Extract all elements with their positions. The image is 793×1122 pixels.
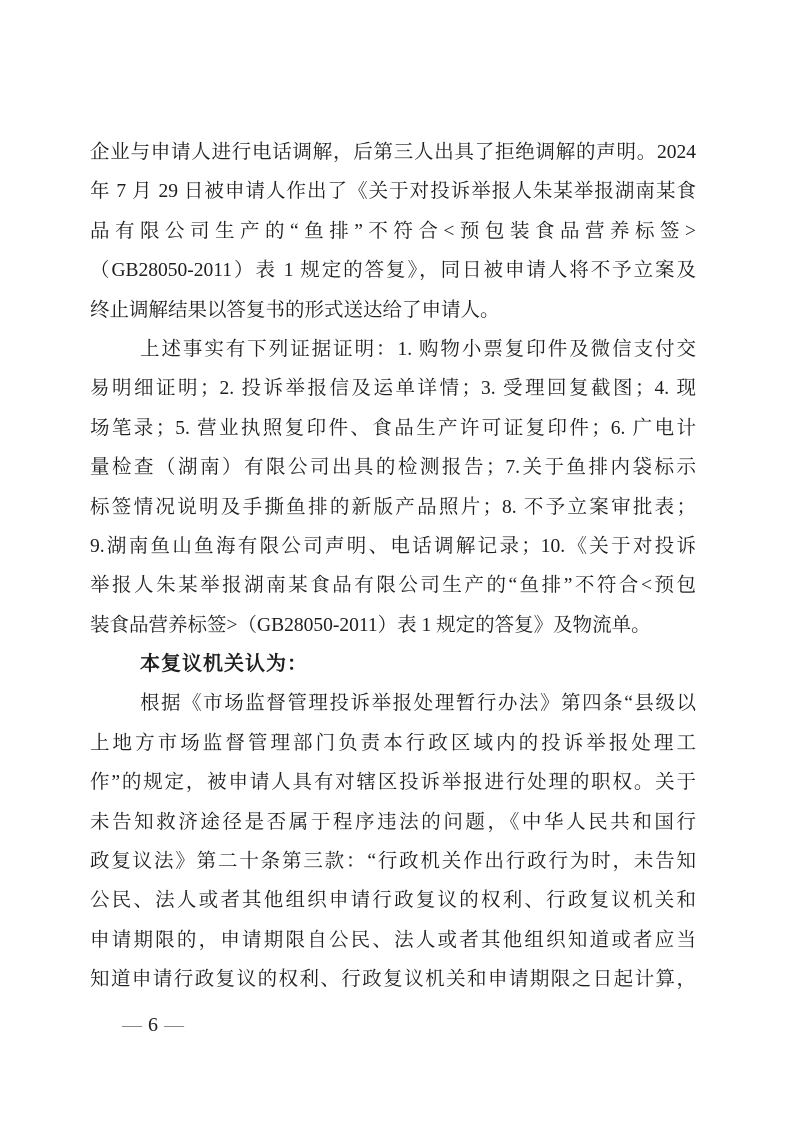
page-number-dash-left: — xyxy=(122,1014,142,1036)
text-line: 政复议法》第二十条第三款：“行政机关作出行政行为时，未告知 xyxy=(90,851,696,873)
text-line: 公民、法人或者其他组织申请行政复议的权利、行政复议机关和 xyxy=(90,890,696,912)
text-line: 品有限公司生产的“鱼排”不符合<预包装食品营养标签> xyxy=(90,220,696,242)
text-line: 根据《市场监督管理投诉举报处理暂行办法》第四条“县级以 xyxy=(140,693,696,715)
page-number-value: 6 xyxy=(148,1014,158,1036)
text-line: 终止调解结果以答复书的形式送达给了申请人。 xyxy=(90,299,500,321)
text-line: 年 7 月 29 日被申请人作出了《关于对投诉举报人朱某举报湖南某食 xyxy=(90,181,696,203)
text-line: （GB28050-2011）表 1 规定的答复》，同日被申请人将不予立案及 xyxy=(90,260,696,282)
text-line: 未告知救济途径是否属于程序违法的问题，《中华人民共和国行 xyxy=(90,811,696,833)
text-line: 上述事实有下列证据证明：1. 购物小票复印件及微信支付交 xyxy=(140,338,696,360)
page-number xyxy=(122,1010,184,1040)
section-heading: 本复议机关认为： xyxy=(140,653,308,676)
text-line: 9.湖南鱼山鱼海有限公司声明、电话调解记录；10.《关于对投诉 xyxy=(90,535,696,557)
text-line: 作”的规定，被申请人具有对辖区投诉举报进行处理的职权。关于 xyxy=(90,772,696,794)
text-line: 装食品营养标签>（GB28050-2011）表 1 规定的答复》及物流单。 xyxy=(90,614,651,636)
text-line: 易明细证明；2. 投诉举报信及运单详情；3. 受理回复截图；4. 现 xyxy=(90,378,696,400)
text-line: 知道申请行政复议的权利、行政复议机关和申请期限之日起计算， xyxy=(90,969,696,991)
text-line: 举报人朱某举报湖南某食品有限公司生产的“鱼排”不符合<预包 xyxy=(90,575,696,597)
text-line: 量检查（湖南）有限公司出具的检测报告；7.关于鱼排内袋标示 xyxy=(90,457,696,479)
text-line: 上地方市场监督管理部门负责本行政区域内的投诉举报处理工 xyxy=(90,732,696,754)
text-line: 企业与申请人进行电话调解，后第三人出具了拒绝调解的声明。2024 xyxy=(90,142,696,163)
text-line: 场笔录；5. 营业执照复印件、食品生产许可证复印件；6. 广电计 xyxy=(90,417,696,439)
text-line: 标签情况说明及手撕鱼排的新版产品照片；8. 不予立案审批表； xyxy=(90,496,696,518)
page-number-dash-right: — xyxy=(164,1014,184,1036)
text-line: 申请期限的，申请期限自公民、法人或者其他组织知道或者应当 xyxy=(90,929,696,951)
document-body xyxy=(90,133,696,1000)
